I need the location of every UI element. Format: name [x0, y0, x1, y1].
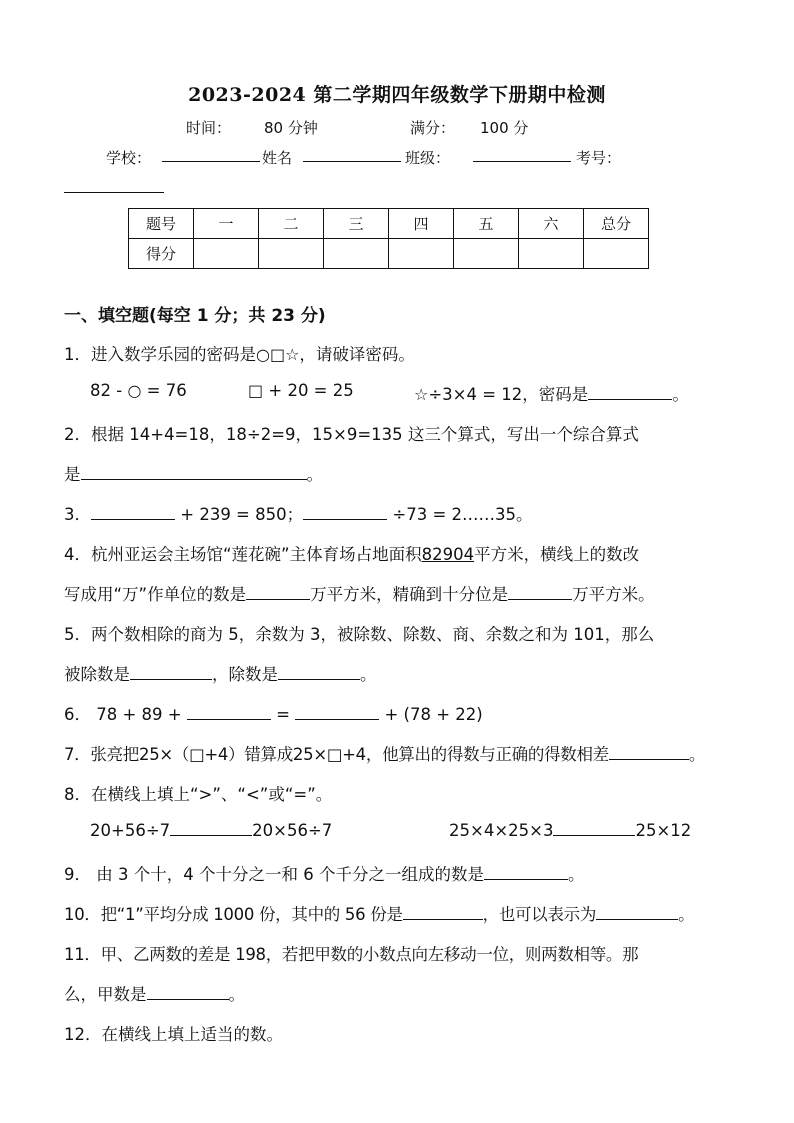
question-9-end: 。	[567, 865, 585, 884]
password-answer-blank[interactable]	[588, 385, 672, 400]
question-2-text: 是	[64, 465, 81, 484]
equation-end: 。	[672, 385, 689, 404]
question-5-line2	[64, 661, 377, 685]
score-table-header: 一	[194, 209, 259, 239]
question-4-text: 4．杭州亚运会主场馆“莲花碗”主体育场占地面积	[64, 545, 422, 564]
difference-blank[interactable]	[609, 745, 689, 760]
name-field[interactable]	[303, 147, 401, 166]
fraction-blank[interactable]	[403, 905, 483, 920]
ten-thousand-unit-blank[interactable]	[246, 585, 310, 600]
score-table-header: 题号	[129, 209, 194, 239]
exam-number-label: 考号：	[576, 149, 622, 167]
question-4-line2	[64, 581, 655, 605]
square-icon: □	[248, 381, 264, 400]
question-10-text: 10．把“1”平均分成 1000 份，其中的 56 份是	[64, 905, 403, 924]
equation-text: ÷3×4 = 12，密码是	[428, 385, 589, 404]
equation-text: 82 -	[90, 381, 128, 400]
question-7	[64, 741, 705, 765]
question-2: 2．根据 14+4=18，18÷2=9，15×9=135 这三个算式，写出一个综合算式	[64, 425, 639, 444]
question-11-end: 。	[228, 985, 245, 1004]
question-5-text: 。	[360, 665, 377, 684]
question-11-text: 么，甲数是	[64, 985, 147, 1004]
circle-icon: ○	[127, 381, 142, 400]
dividend-blank[interactable]	[130, 665, 212, 680]
score-table-header: 四	[389, 209, 454, 239]
class-label: 班级：	[405, 149, 451, 167]
question-4	[64, 541, 639, 565]
full-score-value: 100 分	[480, 119, 529, 137]
question-7-text: 7．张亮把25×（□+4）错算成25×□+4，他算出的得数与正确的得数相差	[64, 745, 609, 764]
score-cell[interactable]	[519, 239, 584, 269]
question-6	[64, 701, 483, 725]
question-1-text-end: ，请破译密码。	[299, 345, 415, 364]
score-row-label: 得分	[129, 239, 194, 269]
comparison-1-blank[interactable]	[170, 821, 252, 836]
score-table-header: 二	[259, 209, 324, 239]
question-5-text: 被除数是	[64, 665, 130, 684]
equation-text: + 20 = 25	[263, 381, 354, 400]
question-10	[64, 901, 694, 925]
score-table-header-row	[129, 209, 649, 239]
score-table-header: 六	[519, 209, 584, 239]
question-3-blank-2[interactable]	[303, 505, 387, 520]
question-6-text: =	[270, 705, 296, 724]
score-cell[interactable]	[324, 239, 389, 269]
question-6-text: + (78 + 22)	[379, 705, 483, 724]
time-label: 时间：	[186, 119, 232, 137]
question-11-line2	[64, 981, 245, 1005]
full-score-label: 满分：	[410, 119, 456, 137]
score-table-row	[129, 239, 649, 269]
equation-square	[248, 381, 354, 400]
question-4-text: 写成用“万”作单位的数是	[64, 585, 247, 604]
score-table-header: 三	[324, 209, 389, 239]
score-cell[interactable]	[584, 239, 649, 269]
question-4-text: 万平方米，精确到十分位是	[310, 585, 509, 604]
question-5-text: ，除数是	[212, 665, 278, 684]
star-icon: ☆	[414, 385, 429, 404]
school-field[interactable]	[162, 147, 260, 166]
question-7-end: 。	[688, 745, 706, 764]
question-3-text: + 239 = 850；	[180, 505, 304, 524]
question-4-text-end: 平方米，横线上的数改	[474, 545, 640, 564]
comparison-1	[90, 821, 332, 840]
score-cell[interactable]	[194, 239, 259, 269]
score-table	[128, 208, 649, 269]
question-4-text: 万平方米。	[572, 585, 655, 604]
question-11: 11．甲、乙两数的差是 198，若把甲数的小数点向左移动一位，则两数相等。那	[64, 945, 639, 964]
question-6-blank-1[interactable]	[187, 705, 271, 720]
time-value: 80 分钟	[264, 119, 318, 137]
question-10-end: 。	[678, 905, 695, 924]
question-3-end: ÷73 = 2……35。	[392, 505, 533, 524]
question-1-text: 1．进入数学乐园的密码是	[64, 345, 256, 364]
question-2-line2	[64, 461, 323, 485]
comparison-2-blank[interactable]	[553, 821, 635, 836]
name-label: 姓名	[262, 149, 293, 167]
comparison-text: 25×4×25×3	[449, 821, 554, 840]
class-field[interactable]	[473, 147, 571, 166]
score-cell[interactable]	[454, 239, 519, 269]
exam-number-field[interactable]	[64, 178, 164, 197]
question-10-text: ，也可以表示为	[482, 905, 597, 924]
number-a-blank[interactable]	[147, 985, 229, 1000]
question-9	[64, 861, 584, 885]
comparison-text: 25×12	[635, 821, 692, 840]
question-6-blank-2[interactable]	[295, 705, 379, 720]
question-2-end: 。	[306, 465, 323, 484]
question-5: 5．两个数相除的商为 5，余数为 3，被除数、除数、商、余数之和为 101，那么	[64, 625, 655, 644]
divisor-blank[interactable]	[278, 665, 360, 680]
question-6-text: 6． 78 + 89 +	[64, 705, 187, 724]
password-symbols: ○□☆	[256, 345, 300, 364]
underlined-number: 82904	[421, 545, 475, 564]
decimal-blank[interactable]	[596, 905, 678, 920]
page-title: 2023-2024 第二学期四年级数学下册期中检测	[188, 84, 606, 106]
equation-circle	[90, 381, 187, 400]
question-1	[64, 341, 415, 365]
equation-star	[414, 381, 689, 405]
question-3	[64, 501, 533, 525]
comparison-text: 20×56÷7	[252, 821, 333, 840]
comparison-text: 20+56÷7	[90, 821, 171, 840]
school-label: 学校：	[106, 149, 152, 167]
combined-expression-blank[interactable]	[81, 465, 307, 480]
question-9-text: 9． 由 3 个十，4 个十分之一和 6 个千分之一组成的数是	[64, 865, 484, 884]
score-table-header: 五	[454, 209, 519, 239]
question-3-number: 3．	[64, 505, 91, 524]
number-composition-blank[interactable]	[484, 865, 568, 880]
score-table-header: 总分	[584, 209, 649, 239]
question-8: 8．在横线上填上“>”、“<”或“=”。	[64, 785, 333, 804]
rounded-value-blank[interactable]	[508, 585, 572, 600]
score-cell[interactable]	[259, 239, 324, 269]
score-cell[interactable]	[389, 239, 454, 269]
comparison-2	[449, 821, 691, 840]
question-12: 12．在横线上填上适当的数。	[64, 1025, 283, 1044]
section-heading: 一、填空题(每空 1 分；共 23 分)	[64, 306, 326, 326]
question-3-blank-1[interactable]	[91, 505, 175, 520]
equation-text: = 76	[141, 381, 187, 400]
